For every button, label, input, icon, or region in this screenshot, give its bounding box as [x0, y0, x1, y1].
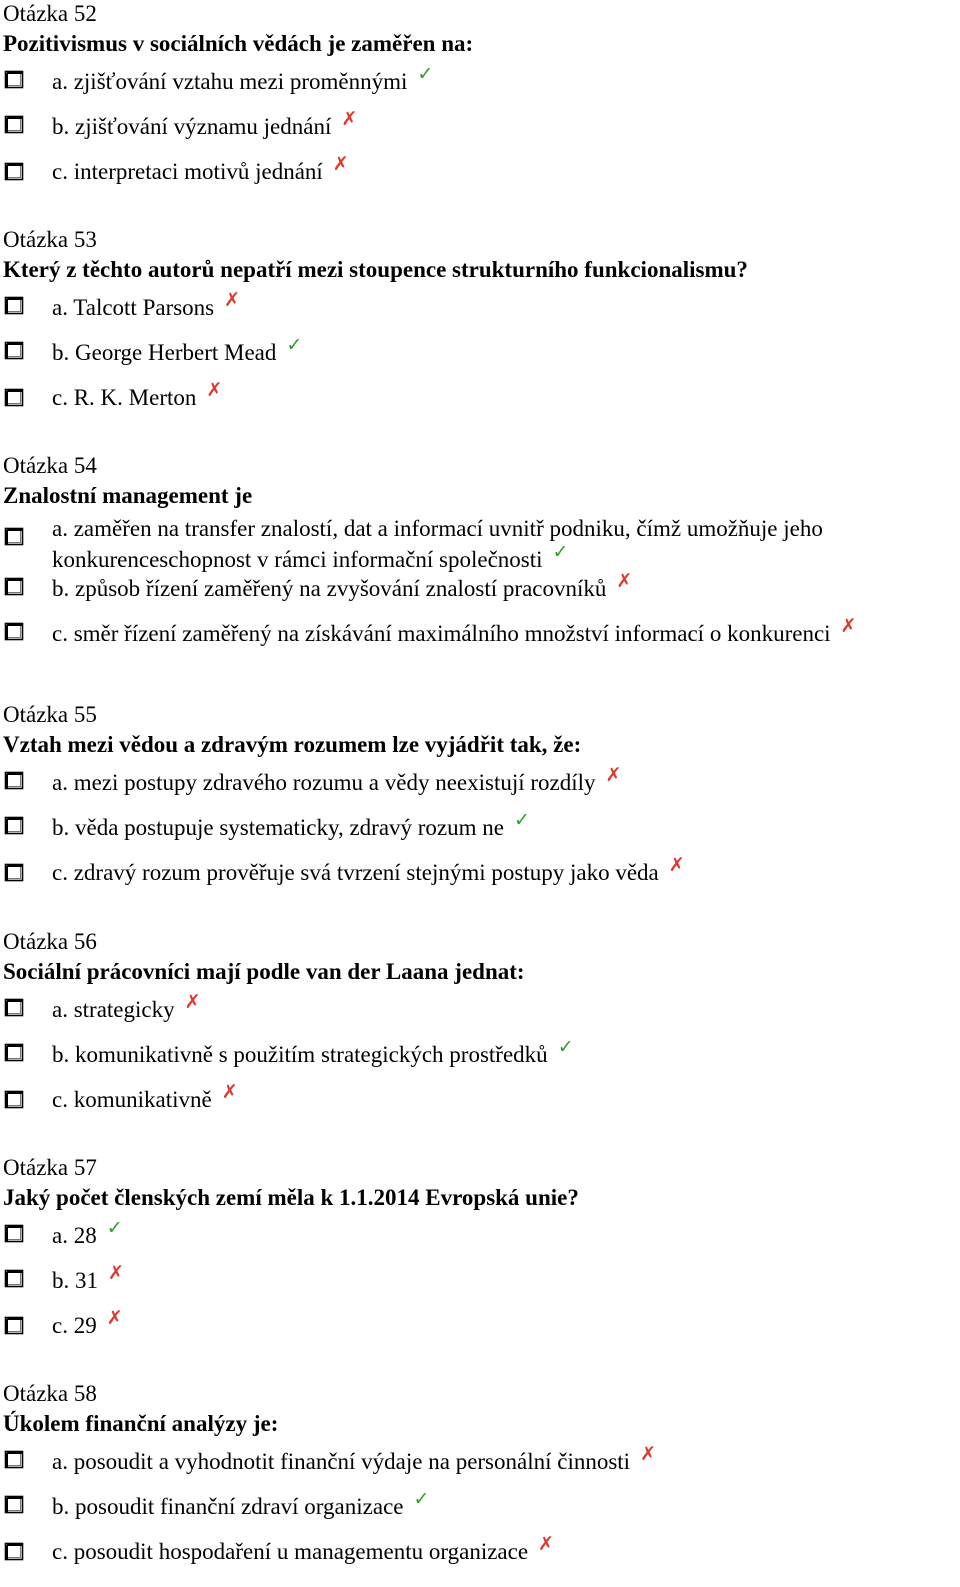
cross-icon: ✗: [640, 1443, 656, 1465]
checkmark-icon: ✓: [417, 63, 434, 85]
checkbox-icon[interactable]: [4, 622, 24, 641]
answer-option[interactable]: [0, 153, 960, 188]
answer-option[interactable]: [0, 513, 960, 572]
question-number: Otázka 55: [3, 702, 97, 727]
checkbox-icon[interactable]: [4, 527, 24, 546]
answer-option[interactable]: [0, 854, 960, 889]
cross-icon: ✗: [108, 1262, 124, 1284]
answer-text: c. interpretaci motivů jednání: [52, 159, 323, 184]
answer-text: c. R. K. Merton: [52, 385, 197, 410]
answer-option[interactable]: [0, 1307, 960, 1342]
cross-icon: ✗: [184, 991, 201, 1013]
answer-label: [52, 513, 932, 575]
answer-label: [52, 334, 303, 367]
checkbox-icon[interactable]: [4, 1542, 24, 1561]
checkbox-icon[interactable]: [4, 816, 24, 835]
checkmark-icon: ✓: [413, 1488, 430, 1510]
answer-text: b. věda postupuje systematicky, zdravý rozum ne: [52, 815, 504, 840]
answer-option[interactable]: [0, 63, 960, 98]
checkbox-icon[interactable]: [4, 998, 24, 1017]
answer-text: c. zdravý rozum prověřuje svá tvrzení stejnými postupy jako věda: [52, 860, 659, 885]
answer-text: c. komunikativně: [52, 1087, 212, 1112]
answer-label: [52, 615, 857, 648]
answer-option[interactable]: [0, 334, 960, 369]
cross-icon: ✗: [206, 379, 223, 401]
answer-label: [52, 1262, 124, 1295]
answer-option[interactable]: [0, 289, 960, 324]
cross-icon: ✗: [840, 615, 857, 637]
answer-option[interactable]: [0, 1533, 960, 1568]
answer-text: a. 28: [52, 1223, 97, 1248]
checkbox-icon[interactable]: [4, 577, 24, 596]
answer-label: [52, 991, 201, 1024]
checkbox-icon[interactable]: [4, 388, 24, 407]
answer-label: [52, 379, 223, 412]
checkbox-icon[interactable]: [4, 1316, 24, 1335]
cross-icon: ✗: [341, 108, 358, 130]
answer-label: [52, 1307, 123, 1340]
checkbox-icon[interactable]: [4, 1495, 24, 1514]
checkmark-icon: ✓: [106, 1217, 123, 1239]
answer-text: c. posoudit hospodaření u managementu organizace: [52, 1539, 529, 1564]
answer-option[interactable]: [0, 1217, 960, 1252]
answer-label: [52, 1036, 574, 1069]
cross-icon: ✗: [538, 1533, 554, 1555]
answer-label: [52, 764, 622, 797]
checkbox-icon[interactable]: [4, 1450, 24, 1469]
checkbox-icon[interactable]: [4, 771, 24, 790]
answer-label: [52, 1443, 656, 1476]
checkmark-icon: ✓: [552, 541, 569, 563]
answer-label: [52, 63, 434, 96]
answer-option[interactable]: [0, 1488, 960, 1523]
question-text: Znalostní management je: [3, 483, 253, 508]
answer-option[interactable]: [0, 108, 960, 143]
checkbox-icon[interactable]: [4, 1224, 24, 1243]
answer-label: [52, 1081, 238, 1114]
answer-text: b. posoudit finanční zdraví organizace: [52, 1494, 404, 1519]
question-text: Který z těchto autorů nepatří mezi stoupence strukturního funkcionalismu?: [3, 257, 748, 282]
answer-text: a. zjišťování vztahu mezi proměnnými: [52, 69, 408, 94]
answer-text: a. posoudit a vyhodnotit finanční výdaje na personální činnosti: [52, 1449, 631, 1474]
answer-text: a. strategicky: [52, 997, 175, 1022]
checkbox-icon[interactable]: [4, 162, 24, 181]
answer-option[interactable]: [0, 615, 960, 650]
question-number: Otázka 58: [3, 1381, 97, 1406]
answer-option[interactable]: [0, 379, 960, 414]
checkbox-icon[interactable]: [4, 863, 24, 882]
cross-icon: ✗: [605, 764, 622, 786]
answer-text: a. zaměřen na transfer znalostí, dat a informací uvnitř podniku, čímž umožňuje jeho konkurenceschopnost v rámci informační společnosti: [52, 516, 823, 572]
answer-label: [52, 108, 358, 141]
answer-option[interactable]: [0, 570, 960, 605]
answer-label: [52, 809, 530, 842]
cross-icon: ✗: [224, 289, 241, 311]
checkbox-icon[interactable]: [4, 70, 24, 89]
cross-icon: ✗: [616, 570, 633, 592]
answer-label: [52, 570, 633, 603]
answer-label: [52, 1488, 430, 1521]
checkmark-icon: ✓: [514, 809, 530, 831]
answer-text: b. způsob řízení zaměřený na zvyšování znalostí pracovníků: [52, 576, 607, 601]
question-number: Otázka 53: [3, 227, 97, 252]
answer-text: a. Talcott Parsons: [52, 295, 215, 320]
checkbox-icon[interactable]: [4, 1269, 24, 1288]
checkmark-icon: ✓: [286, 334, 303, 356]
cross-icon: ✗: [332, 153, 349, 175]
answer-text: c. směr řízení zaměřený na získávání maximálního množství informací o konkurenci: [52, 621, 831, 646]
answer-text: b. George Herbert Mead: [52, 340, 277, 365]
answer-text: b. komunikativně s použitím strategických prostředků: [52, 1042, 548, 1067]
answer-option[interactable]: [0, 764, 960, 799]
question-text: Pozitivismus v sociálních vědách je zaměřen na:: [3, 31, 474, 56]
answer-option[interactable]: [0, 1262, 960, 1297]
question-text: Vztah mezi vědou a zdravým rozumem lze vyjádřit tak, že:: [3, 732, 582, 757]
question-text: Sociální prácovníci mají podle van der Laana jednat:: [3, 959, 525, 984]
answer-text: a. mezi postupy zdravého rozumu a vědy neexistují rozdíly: [52, 770, 596, 795]
answer-label: [52, 153, 349, 186]
question-text: Jaký počet členských zemí měla k 1.1.2014 Evropská unie?: [3, 1185, 579, 1210]
answer-option[interactable]: [0, 809, 960, 844]
answer-label: [52, 1217, 123, 1250]
answer-label: [52, 289, 241, 322]
answer-label: [52, 1533, 554, 1566]
answer-option[interactable]: [0, 1036, 960, 1071]
checkmark-icon: ✓: [557, 1036, 574, 1058]
checkbox-icon[interactable]: [4, 341, 24, 360]
question-number: Otázka 54: [3, 453, 97, 478]
answer-option[interactable]: [0, 991, 960, 1026]
question-number: Otázka 57: [3, 1155, 97, 1180]
answer-option[interactable]: [0, 1081, 960, 1116]
cross-icon: ✗: [668, 854, 685, 876]
answer-text: b. zjišťování významu jednání: [52, 114, 332, 139]
checkbox-icon[interactable]: [4, 1090, 24, 1109]
question-text: Úkolem finanční analýzy je:: [3, 1411, 279, 1436]
question-number: Otázka 52: [3, 1, 97, 26]
answer-option[interactable]: [0, 1443, 960, 1478]
checkbox-icon[interactable]: [4, 296, 24, 315]
cross-icon: ✗: [221, 1081, 238, 1103]
answer-text: b. 31: [52, 1268, 98, 1293]
answer-label: [52, 854, 685, 887]
checkbox-icon[interactable]: [4, 115, 24, 134]
checkbox-icon[interactable]: [4, 1043, 24, 1062]
question-number: Otázka 56: [3, 929, 97, 954]
answer-text: c. 29: [52, 1313, 97, 1338]
cross-icon: ✗: [106, 1307, 123, 1329]
